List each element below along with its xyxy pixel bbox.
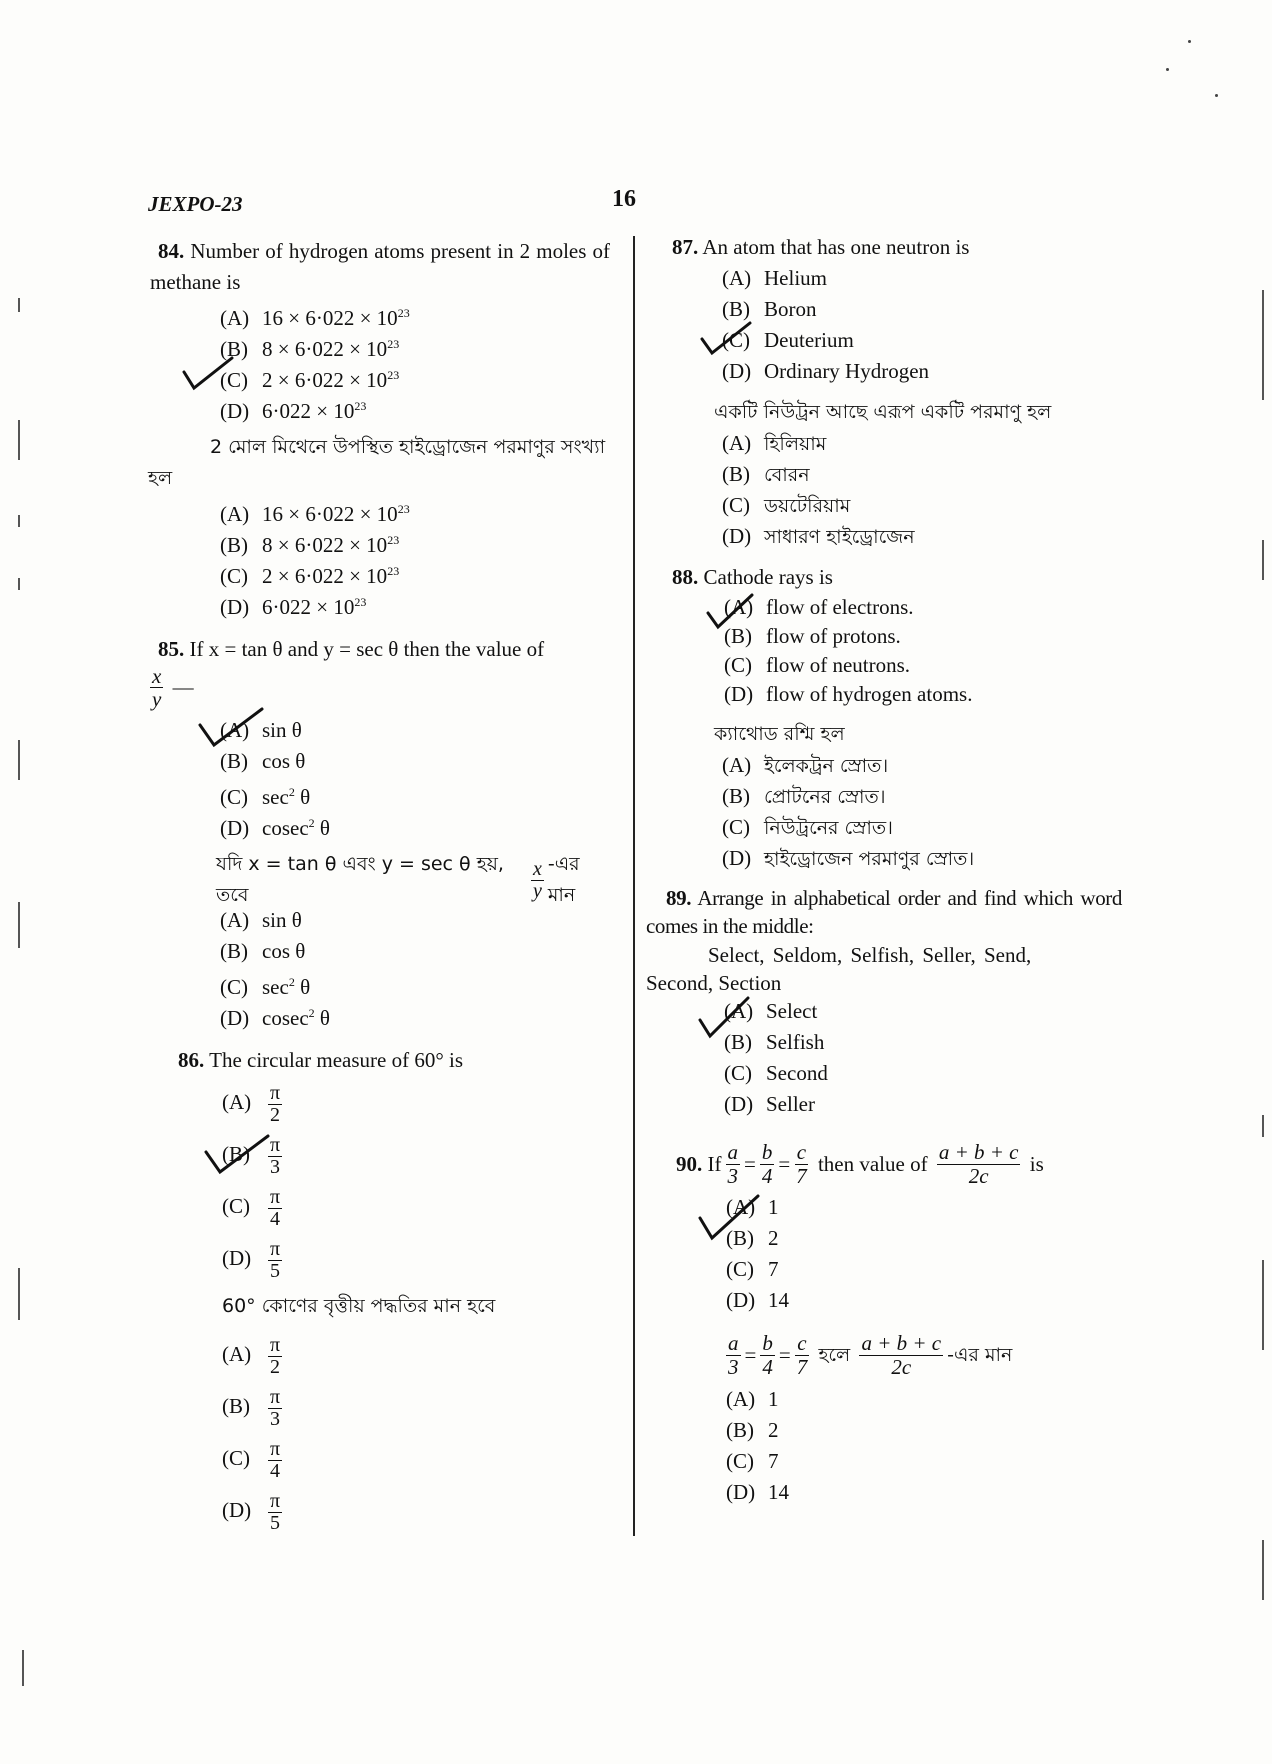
option-label: (C): [724, 1061, 752, 1085]
option-text: সাধারণ হাইড্রোজেন: [764, 526, 915, 548]
equals-sign: =: [744, 1342, 757, 1367]
option-c: [646, 1058, 1122, 1089]
question-text: Arrange in alphabetical order and find which word comes in the middle:: [646, 886, 1122, 938]
option-text: Second: [766, 1061, 828, 1085]
option-label: (D): [726, 1288, 756, 1312]
option-c: [652, 325, 1122, 356]
question-number: 89.: [666, 886, 692, 910]
fraction-denominator: 2: [270, 1103, 281, 1126]
option-text: 8 × 6·022 × 10: [262, 533, 388, 557]
scan-dot: [1166, 68, 1169, 71]
option-c: [150, 556, 610, 587]
scan-mark: [18, 578, 20, 590]
pi-symbol: π: [270, 1333, 281, 1356]
question-number: 85.: [158, 637, 185, 661]
option-b: [150, 1128, 610, 1180]
bengali-question-text: হল: [148, 467, 173, 489]
option-d: [652, 843, 1122, 874]
question-number: 90.: [676, 1151, 703, 1176]
question-stem: [150, 634, 610, 665]
bengali-prefix: যদি x = tan θ এবং y = sec θ হয়, তবে: [216, 853, 504, 906]
option-label: (D): [724, 1092, 754, 1116]
scan-mark: [18, 515, 20, 527]
option-text: হিলিয়াম: [764, 433, 827, 455]
option-label: (A): [220, 502, 250, 526]
scan-mark: [1262, 1115, 1264, 1137]
option-text: 7: [768, 1449, 779, 1473]
equals-sign: =: [744, 1151, 756, 1176]
question-number: 84.: [158, 239, 185, 263]
column-divider: [633, 236, 635, 1536]
option-b: [150, 936, 610, 967]
exponent: 23: [397, 502, 410, 516]
question-stem: [652, 562, 1122, 593]
fraction-numerator: a: [728, 1331, 739, 1356]
option-label: (B): [222, 1142, 250, 1166]
scan-mark: [18, 740, 20, 780]
question-text: The circular measure of 60° is: [209, 1048, 464, 1072]
exponent: 23: [354, 595, 367, 609]
option-label: (D): [220, 399, 250, 423]
scan-mark: [18, 298, 20, 312]
dash: —: [172, 675, 194, 700]
fraction-denominator: 4: [270, 1207, 281, 1230]
question-number: 87.: [672, 235, 699, 259]
option-text: cos θ: [262, 749, 306, 773]
option-text: ইলেকট্রন স্রোত।: [764, 755, 889, 777]
theta: θ: [300, 785, 311, 809]
option-text: Helium: [764, 266, 827, 290]
option-text: Boron: [764, 297, 817, 321]
option-c: [652, 812, 1122, 843]
option-a: [150, 905, 610, 936]
option-d: [652, 680, 1122, 709]
fraction: [268, 1187, 282, 1230]
option-text: cos θ: [262, 939, 306, 963]
option-label: (B): [222, 1394, 250, 1418]
option-d: [150, 998, 610, 1029]
option-c: [652, 1446, 1122, 1477]
option-text: cosec: [262, 1006, 309, 1030]
option-label: (B): [722, 297, 750, 321]
option-label: (D): [220, 1006, 250, 1030]
left-column: [150, 236, 610, 1536]
header-code: JEXPO-23: [148, 192, 243, 216]
fraction-denominator: 4: [762, 1354, 773, 1379]
option-label: (B): [722, 462, 750, 486]
fraction-denominator: y: [532, 879, 542, 902]
option-label: (A): [724, 999, 754, 1023]
option-c: [150, 777, 610, 808]
option-a: [646, 996, 1122, 1027]
option-text: Selfish: [766, 1030, 825, 1054]
option-label: (D): [722, 846, 752, 870]
pi-symbol: π: [270, 1489, 281, 1512]
option-d: [150, 1484, 610, 1536]
option-b: [652, 622, 1122, 651]
option-c: [652, 651, 1122, 680]
question-text: An atom that has one neutron is: [702, 235, 970, 259]
question-number: 86.: [178, 1048, 205, 1072]
option-text: Deuterium: [764, 328, 854, 352]
scan-dot: [1215, 94, 1218, 97]
fraction-numerator: c: [796, 1140, 807, 1165]
fraction-b-4: [760, 1332, 775, 1377]
option-a: [150, 1328, 610, 1380]
option-label: (D): [222, 1246, 252, 1270]
option-text: 7: [768, 1257, 779, 1281]
option-b: [652, 1223, 1122, 1254]
fraction: [268, 1491, 282, 1534]
option-c: [150, 360, 610, 391]
question-88: [652, 562, 1122, 874]
page-number: 16: [612, 186, 636, 212]
fraction-a-3: [726, 1141, 741, 1186]
option-d: [646, 1089, 1122, 1120]
option-text: হাইড্রোজেন পরমাণুর স্রোত।: [764, 848, 975, 870]
option-text: প্রোটনের স্রোত।: [764, 786, 886, 808]
option-text: 6·022 × 10: [262, 595, 355, 619]
option-d: [652, 1285, 1122, 1316]
question-87: [652, 232, 1122, 552]
option-text: 14: [768, 1480, 789, 1504]
option-text: Select: [766, 999, 818, 1023]
option-label: (B): [724, 1030, 752, 1054]
option-text: 2 × 6·022 × 10: [262, 368, 388, 392]
option-text: নিউট্রনের স্রোত।: [764, 817, 893, 839]
question-stem: [150, 1045, 610, 1076]
fraction-denominator: 2c: [968, 1163, 989, 1188]
fraction: [531, 859, 544, 902]
option-a: [652, 428, 1122, 459]
fraction-c-7: [795, 1332, 810, 1377]
fraction-denominator: 4: [761, 1163, 773, 1188]
theta: θ: [319, 816, 330, 840]
option-a: [652, 1384, 1122, 1415]
exponent: 23: [387, 564, 400, 578]
fraction-denominator: 3: [727, 1163, 738, 1188]
option-b: [646, 1027, 1122, 1058]
option-label: (D): [724, 682, 754, 706]
option-b: [150, 746, 610, 777]
option-label: (D): [220, 816, 250, 840]
option-label: (B): [724, 624, 752, 648]
fraction-denominator: 3: [270, 1155, 281, 1178]
fraction: [268, 1439, 282, 1482]
bengali-suffix: -এর মান: [547, 853, 580, 906]
scan-mark: [18, 1268, 20, 1320]
question-text: If x = tan θ and y = sec θ then the value of: [189, 637, 545, 661]
scan-mark: [22, 1650, 24, 1686]
scan-dot: [1188, 40, 1191, 43]
option-label: (C): [722, 328, 750, 352]
fraction-denominator: 7: [796, 1163, 807, 1188]
option-d: [652, 521, 1122, 552]
option-text: 16 × 6·022 × 10: [262, 502, 398, 526]
option-label: (B): [722, 784, 750, 808]
fraction-denominator: y: [152, 687, 162, 712]
fraction-denominator: 3: [728, 1354, 739, 1379]
question-text: Cathode rays is: [703, 565, 833, 589]
check-mark-icon: [180, 354, 236, 394]
option-d: [652, 356, 1122, 387]
question-90: [652, 1136, 1122, 1508]
option-d: [150, 391, 610, 422]
question-stem: [646, 884, 1122, 940]
option-a: [150, 298, 610, 329]
question-stem: [652, 1136, 1122, 1192]
option-label: (A): [722, 753, 752, 777]
option-label: (A): [726, 1195, 756, 1219]
pi-symbol: π: [270, 1081, 281, 1104]
option-label: (C): [220, 564, 248, 588]
theta: θ: [300, 975, 311, 999]
option-label: (C): [222, 1446, 250, 1470]
pi-symbol: π: [270, 1133, 281, 1156]
question-text: Number of hydrogen atoms present in 2 moles of methane is: [150, 239, 610, 294]
option-label: (C): [722, 815, 750, 839]
fraction-numerator: a: [727, 1140, 738, 1165]
option-label: (D): [722, 524, 752, 548]
scan-mark: [18, 420, 20, 460]
fraction-denominator: 2: [270, 1355, 281, 1378]
option-text: flow of hydrogen atoms.: [766, 682, 973, 706]
option-label: (D): [726, 1480, 756, 1504]
fraction-denominator: 5: [270, 1511, 281, 1534]
bengali-suffix: -এর মান: [947, 1343, 1013, 1366]
option-text: বোরন: [764, 464, 810, 486]
option-text: sec: [262, 975, 289, 999]
option-a: [150, 715, 610, 746]
option-label: (A): [222, 1090, 252, 1114]
option-label: (A): [222, 1342, 252, 1366]
option-text: 1: [768, 1195, 779, 1219]
if-word: If: [707, 1151, 722, 1176]
exponent: 2: [308, 1006, 315, 1020]
fraction-numerator: a + b + c: [938, 1140, 1019, 1165]
exponent: 23: [354, 399, 367, 413]
option-label: (C): [722, 493, 750, 517]
option-text: flow of electrons.: [766, 595, 914, 619]
option-a: [150, 494, 610, 525]
scan-mark: [1262, 1260, 1264, 1350]
exponent: 23: [387, 533, 400, 547]
option-d: [652, 1477, 1122, 1508]
bengali-question-text: ক্যাথোড রশ্মি হল: [714, 723, 845, 745]
option-label: (B): [726, 1226, 754, 1250]
option-text: ডয়টেরিয়াম: [764, 495, 851, 517]
scan-mark: [18, 902, 20, 948]
option-text: 6·022 × 10: [262, 399, 355, 423]
question-86: [150, 1045, 610, 1536]
option-a: [652, 593, 1122, 622]
option-c: [150, 1432, 610, 1484]
exponent: 23: [387, 368, 400, 382]
scan-mark: [1262, 540, 1264, 580]
word-list: Second, Section: [646, 971, 782, 995]
option-c: [652, 490, 1122, 521]
option-text: Ordinary Hydrogen: [764, 359, 930, 383]
option-label: (C): [220, 785, 248, 809]
check-mark-icon: [698, 319, 754, 359]
option-label: (C): [726, 1257, 754, 1281]
question-stem: [652, 232, 1122, 263]
bengali-question-text: [652, 1326, 1122, 1384]
fraction-denominator: 4: [270, 1459, 281, 1482]
scan-mark: [1262, 1540, 1264, 1600]
option-label: (A): [722, 266, 752, 290]
theta: θ: [319, 1006, 330, 1030]
check-mark-icon: [196, 705, 266, 751]
option-text: Seller: [766, 1092, 815, 1116]
bengali-question-text: [150, 855, 610, 905]
option-c: [150, 1180, 610, 1232]
option-text: 16 × 6·022 × 10: [262, 306, 398, 330]
option-text: 2: [768, 1418, 779, 1442]
scan-mark: [1262, 290, 1264, 400]
option-text: 1: [768, 1387, 779, 1411]
option-text: 14: [768, 1288, 789, 1312]
fraction-numerator: a + b + c: [861, 1331, 942, 1356]
exponent: 23: [397, 306, 410, 320]
option-text: sin θ: [262, 908, 302, 932]
option-label: (C): [220, 368, 248, 392]
option-a: [652, 263, 1122, 294]
option-b: [652, 781, 1122, 812]
bengali-question-text: 60° কোণের বৃত্তীয় পদ্ধতির মান হবে: [222, 1295, 496, 1317]
equals-sign: =: [778, 1342, 791, 1367]
option-label: (C): [726, 1449, 754, 1473]
option-d: [150, 808, 610, 839]
exponent: 2: [288, 975, 295, 989]
option-d: [150, 1232, 610, 1284]
fraction-denominator: 5: [270, 1259, 281, 1282]
right-column: [646, 232, 1122, 1508]
pi-symbol: π: [270, 1185, 281, 1208]
fraction: [268, 1387, 282, 1430]
question-stem: [150, 236, 610, 298]
fraction-numerator: c: [797, 1331, 807, 1356]
option-label: (D): [222, 1498, 252, 1522]
option-label: (A): [726, 1387, 756, 1411]
fraction-sum: [937, 1141, 1021, 1186]
pi-symbol: π: [270, 1237, 281, 1260]
question-85: [150, 634, 610, 1029]
option-label: (B): [220, 939, 248, 963]
option-b: [150, 525, 610, 556]
check-mark-icon: [202, 1132, 272, 1176]
fraction-denominator: 2c: [891, 1354, 912, 1379]
option-label: (B): [220, 337, 248, 361]
option-a: [150, 1076, 610, 1128]
fraction-a-3: [726, 1332, 741, 1377]
then-text: then value of: [817, 1151, 928, 1176]
pi-symbol: π: [270, 1385, 281, 1408]
question-84: [150, 236, 610, 618]
option-b: [150, 1380, 610, 1432]
option-c: [652, 1254, 1122, 1285]
option-label: (A): [722, 431, 752, 455]
fraction: [268, 1335, 282, 1378]
option-label: (D): [722, 359, 752, 383]
pi-symbol: π: [270, 1437, 281, 1460]
equals-sign: =: [778, 1151, 791, 1176]
fraction-b-4: [760, 1141, 775, 1186]
option-label: (A): [220, 908, 250, 932]
option-label: (C): [220, 975, 248, 999]
fraction-numerator: x: [532, 857, 542, 880]
bengali-question-text: 2 মোল মিথেনে উপস্থিত হাইড্রোজেন পরমাণুর সংখ্যা: [210, 436, 606, 458]
exponent: 23: [387, 337, 400, 351]
option-c: [150, 967, 610, 998]
fraction-denominator: 7: [796, 1354, 808, 1379]
bengali-question-text: একটি নিউট্রন আছে এরূপ একটি পরমাণু হল: [714, 401, 1052, 423]
exponent: 2: [308, 816, 315, 830]
fraction-c-7: [794, 1141, 809, 1186]
option-label: (B): [726, 1418, 754, 1442]
fraction: [150, 665, 163, 710]
option-a: [652, 750, 1122, 781]
fraction-denominator: 3: [270, 1407, 281, 1430]
word-list: Select, Seldom, Selfish, Seller, Send,: [708, 943, 1032, 967]
option-a: [652, 1192, 1122, 1223]
exponent: 2: [288, 785, 295, 799]
option-label: (A): [220, 306, 250, 330]
option-text: sec: [262, 785, 289, 809]
option-label: (A): [220, 718, 250, 742]
fraction-sum: [859, 1332, 943, 1377]
option-label: (A): [724, 595, 754, 619]
fraction: [268, 1083, 282, 1126]
question-number: 88.: [672, 565, 699, 589]
option-text: 8 × 6·022 × 10: [262, 337, 388, 361]
fraction: [268, 1239, 282, 1282]
fraction-numerator: b: [761, 1140, 773, 1165]
option-label: (D): [220, 595, 250, 619]
option-text: 2 × 6·022 × 10: [262, 564, 388, 588]
option-d: [150, 587, 610, 618]
option-label: (C): [222, 1194, 250, 1218]
option-text: sin θ: [262, 718, 302, 742]
option-b: [652, 1415, 1122, 1446]
option-label: (C): [724, 653, 752, 677]
option-label: (B): [220, 533, 248, 557]
option-text: flow of neutrons.: [766, 653, 911, 677]
option-text: flow of protons.: [766, 624, 901, 648]
option-text: cosec: [262, 816, 309, 840]
option-label: (B): [220, 749, 248, 773]
option-b: [652, 459, 1122, 490]
is-word: is: [1029, 1151, 1044, 1176]
fraction-numerator: b: [762, 1331, 773, 1356]
question-89: [646, 884, 1122, 1120]
bengali-then: হলে: [818, 1343, 851, 1366]
option-text: 2: [768, 1226, 779, 1250]
fraction-numerator: x: [152, 664, 162, 688]
